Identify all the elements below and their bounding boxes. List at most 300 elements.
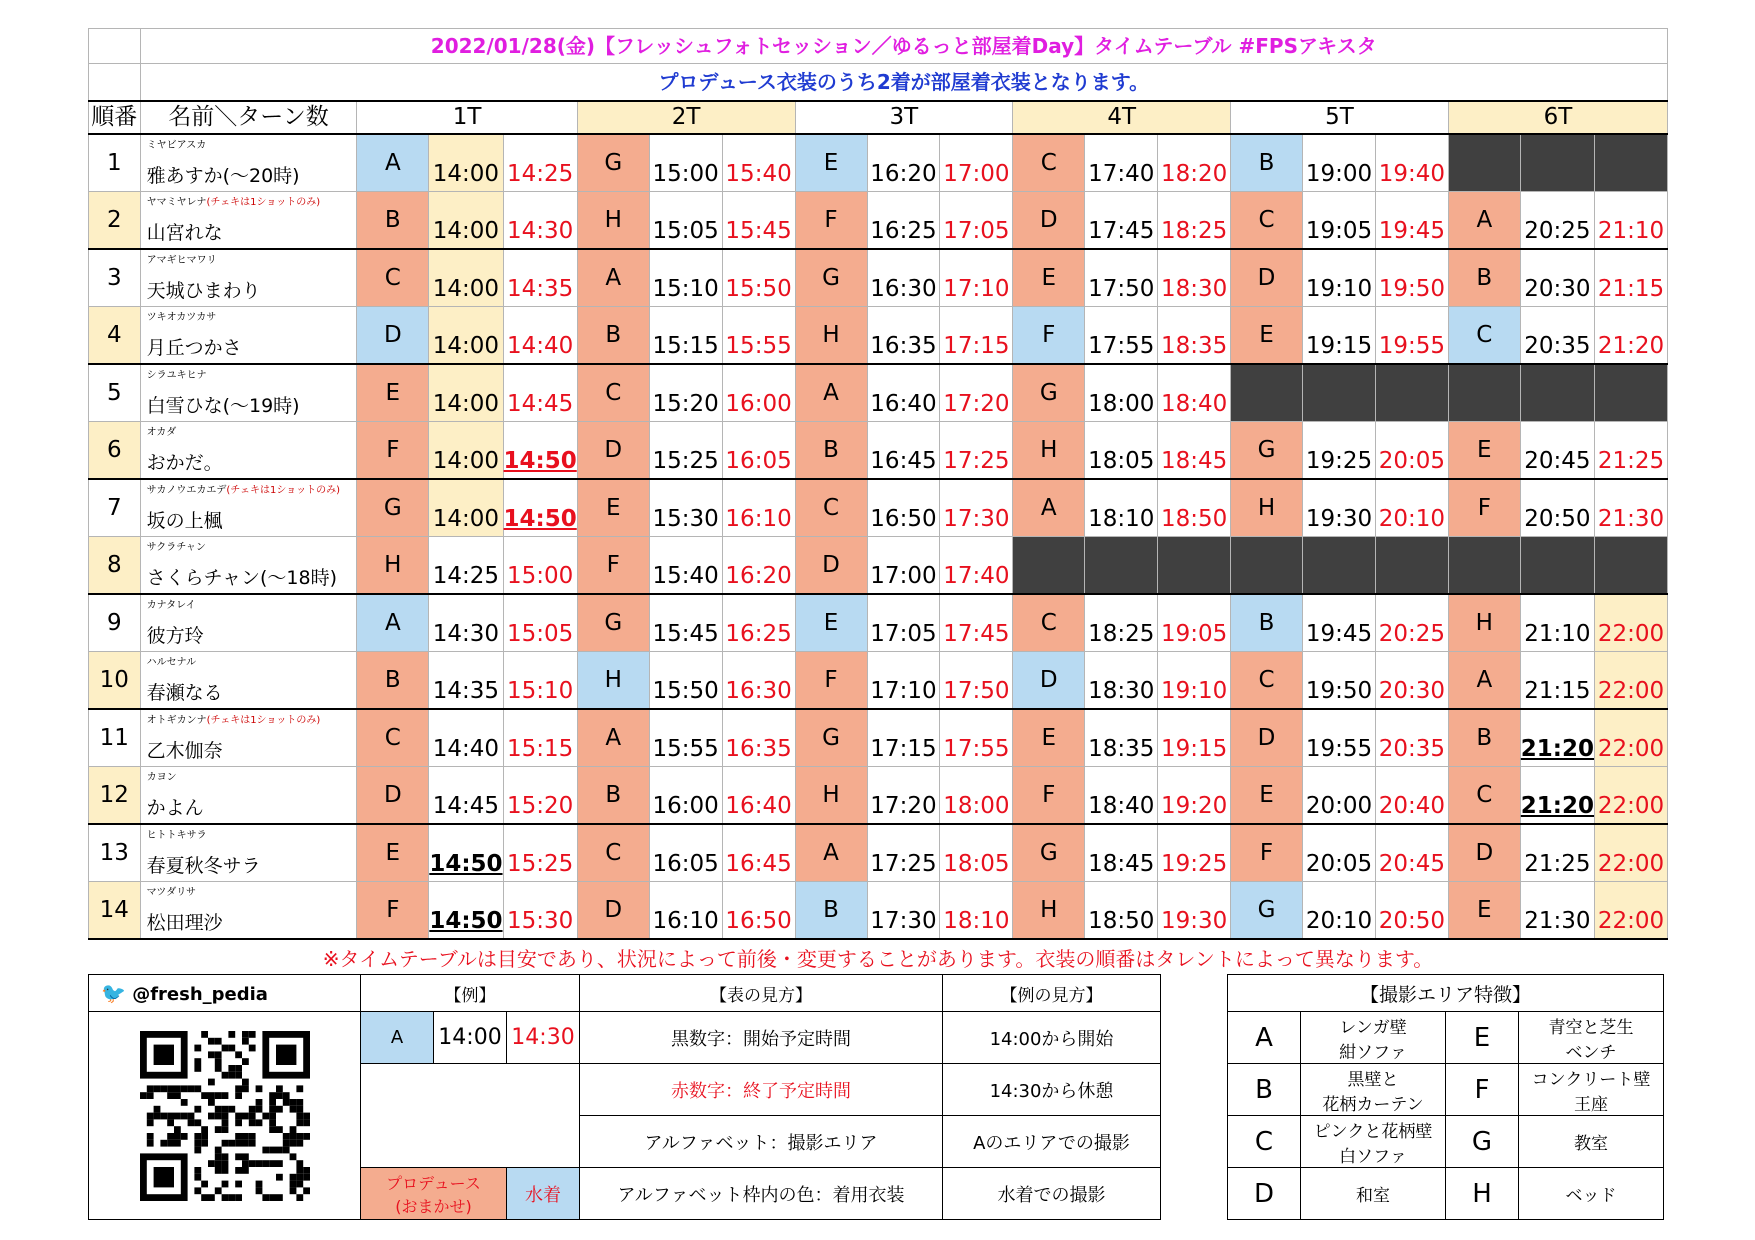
end-time: 18:45 — [1158, 422, 1231, 480]
legend-meaning-header: 【例の見方】 — [943, 975, 1161, 1012]
start-time: 14:30 — [429, 594, 503, 652]
start-time: 20:00 — [1303, 767, 1376, 825]
feature-area-letter: F — [1446, 1064, 1519, 1116]
talent-name-cell — [140, 537, 357, 595]
start-time: 15:50 — [649, 652, 722, 710]
area-letter: H — [795, 767, 867, 825]
end-time: 17:25 — [940, 422, 1013, 480]
end-time: 18:25 — [1158, 192, 1231, 250]
talent-name: 山宮れな — [146, 222, 223, 244]
end-time: 16:45 — [722, 824, 795, 882]
talent-kana: オトギカンナ(チェキは1ショットのみ) — [146, 715, 321, 726]
end-time: 21:10 — [1595, 192, 1668, 250]
unavailable-slot — [1231, 364, 1303, 422]
area-letter: C — [795, 479, 867, 537]
area-letter: B — [1231, 134, 1303, 192]
area-letter: G — [357, 479, 429, 537]
area-letter: F — [577, 537, 649, 595]
area-letter: A — [795, 364, 867, 422]
table-row — [89, 192, 1668, 250]
unavailable-slot — [1085, 537, 1158, 595]
unavailable-slot — [1231, 537, 1303, 595]
end-time: 14:50 — [503, 422, 577, 480]
twitter-handle[interactable]: 🐦 @fresh_pedia — [89, 975, 361, 1012]
table-row — [89, 249, 1668, 307]
header-name: 名前＼ターン数 — [140, 101, 357, 134]
start-time: 15:05 — [649, 192, 722, 250]
feature-area-letter: C — [1228, 1116, 1301, 1168]
start-time: 18:10 — [1085, 479, 1158, 537]
end-time: 21:30 — [1595, 479, 1668, 537]
row-number: 1 — [89, 134, 141, 192]
area-letter: C — [1448, 767, 1520, 825]
area-letter: F — [795, 652, 867, 710]
table-row — [89, 652, 1668, 710]
start-time: 17:55 — [1085, 307, 1158, 365]
twitter-bird-icon: 🐦 — [101, 981, 126, 1005]
start-time: 20:05 — [1303, 824, 1376, 882]
end-time: 16:05 — [722, 422, 795, 480]
row-number: 7 — [89, 479, 141, 537]
start-time: 19:05 — [1303, 192, 1376, 250]
talent-name-cell — [140, 767, 357, 825]
header-turn-2: 2T — [577, 101, 795, 134]
start-time: 19:10 — [1303, 249, 1376, 307]
start-time: 19:30 — [1303, 479, 1376, 537]
end-time: 18:00 — [940, 767, 1013, 825]
start-time: 15:55 — [649, 709, 722, 767]
start-time: 19:15 — [1303, 307, 1376, 365]
table-row — [89, 882, 1668, 940]
talent-name-cell — [140, 249, 357, 307]
area-letter: G — [577, 134, 649, 192]
unavailable-slot — [1375, 537, 1448, 595]
end-time: 19:45 — [1375, 192, 1448, 250]
talent-name: 春夏秋冬サラ — [146, 855, 261, 877]
start-time: 21:30 — [1520, 882, 1594, 940]
end-time: 15:05 — [503, 594, 577, 652]
unavailable-slot — [1448, 364, 1520, 422]
end-time: 16:50 — [722, 882, 795, 940]
area-letter: B — [1231, 594, 1303, 652]
table-row — [89, 479, 1668, 537]
talent-kana: ヤマミヤレナ(チェキは1ショットのみ) — [146, 197, 321, 208]
talent-name-cell — [140, 134, 357, 192]
talent-kana: サクラチャン — [146, 542, 206, 553]
area-letter: E — [1231, 307, 1303, 365]
area-letter: A — [795, 824, 867, 882]
end-time: 14:35 — [503, 249, 577, 307]
talent-name-cell — [140, 192, 357, 250]
end-time: 14:25 — [503, 134, 577, 192]
legend-desc-color: アルファベット枠内の色：着用衣装 — [580, 1168, 943, 1220]
end-time: 20:10 — [1375, 479, 1448, 537]
talent-name-cell — [140, 479, 357, 537]
area-letter: F — [357, 422, 429, 480]
end-time: 17:50 — [940, 652, 1013, 710]
start-time: 17:50 — [1085, 249, 1158, 307]
header-order: 順番 — [89, 101, 141, 134]
start-time: 21:15 — [1520, 652, 1594, 710]
start-time: 18:05 — [1085, 422, 1158, 480]
start-time: 14:40 — [429, 709, 503, 767]
area-letter: F — [1013, 307, 1085, 365]
start-time: 15:15 — [649, 307, 722, 365]
start-time: 18:25 — [1085, 594, 1158, 652]
legend-howto-header: 【表の見方】 — [580, 975, 943, 1012]
unavailable-slot — [1448, 537, 1520, 595]
start-time: 16:25 — [867, 192, 940, 250]
talent-name-cell — [140, 364, 357, 422]
area-letter: C — [577, 824, 649, 882]
start-time: 16:20 — [867, 134, 940, 192]
end-time: 15:00 — [503, 537, 577, 595]
start-time: 16:40 — [867, 364, 940, 422]
start-time: 16:30 — [867, 249, 940, 307]
end-time: 17:00 — [940, 134, 1013, 192]
row-number: 4 — [89, 307, 141, 365]
talent-name: 月丘つかさ — [146, 337, 242, 359]
talent-name: 彼方玲 — [146, 625, 204, 647]
cheki-note: (チェキは1ショットのみ) — [226, 485, 341, 496]
unavailable-slot — [1375, 364, 1448, 422]
area-letter: C — [357, 249, 429, 307]
end-time: 17:05 — [940, 192, 1013, 250]
area-letter: E — [1231, 767, 1303, 825]
end-time: 15:25 — [503, 824, 577, 882]
feature-area-letter: G — [1446, 1116, 1519, 1168]
unavailable-slot — [1520, 134, 1594, 192]
row-number: 3 — [89, 249, 141, 307]
area-letter: H — [1013, 882, 1085, 940]
talent-kana: サカノウエカエデ(チェキは1ショットのみ) — [146, 485, 341, 496]
end-time: 18:35 — [1158, 307, 1231, 365]
area-letter: G — [1231, 422, 1303, 480]
end-time: 16:40 — [722, 767, 795, 825]
end-time: 18:40 — [1158, 364, 1231, 422]
unavailable-slot — [1520, 537, 1594, 595]
end-time: 19:55 — [1375, 307, 1448, 365]
start-time: 15:25 — [649, 422, 722, 480]
start-time: 18:40 — [1085, 767, 1158, 825]
area-letter: A — [357, 134, 429, 192]
area-letter: F — [357, 882, 429, 940]
end-time: 18:20 — [1158, 134, 1231, 192]
legend-area — [88, 974, 1668, 1234]
talent-kana: ハルセナル — [146, 657, 197, 668]
start-time: 20:30 — [1520, 249, 1594, 307]
end-time: 19:40 — [1375, 134, 1448, 192]
area-features-table — [1227, 974, 1664, 1220]
talent-name: さくらチャン(～18時) — [146, 567, 338, 589]
area-letter: D — [795, 537, 867, 595]
start-time: 14:25 — [429, 537, 503, 595]
legend-example-start: 14:00 — [434, 1012, 507, 1064]
feature-area-desc: 和室 — [1301, 1168, 1446, 1220]
end-time: 17:10 — [940, 249, 1013, 307]
area-letter: D — [1448, 824, 1520, 882]
area-letter: D — [357, 307, 429, 365]
end-time: 22:00 — [1595, 767, 1668, 825]
feature-area-desc: レンガ壁 紺ソファ — [1301, 1012, 1446, 1064]
area-letter: H — [1448, 594, 1520, 652]
area-letter: F — [1231, 824, 1303, 882]
feature-area-letter: D — [1228, 1168, 1301, 1220]
row-number: 6 — [89, 422, 141, 480]
timetable-sheet — [88, 28, 1668, 1234]
table-row — [89, 307, 1668, 365]
legend-meaning-color: 水着での撮影 — [943, 1168, 1161, 1220]
qr-code-icon[interactable] — [140, 1031, 310, 1201]
table-row — [89, 364, 1668, 422]
area-letter: B — [795, 882, 867, 940]
start-time: 15:40 — [649, 537, 722, 595]
end-time: 19:10 — [1158, 652, 1231, 710]
row-number: 8 — [89, 537, 141, 595]
start-time: 16:45 — [867, 422, 940, 480]
area-letter: D — [1231, 249, 1303, 307]
area-letter: E — [1013, 709, 1085, 767]
start-time: 19:25 — [1303, 422, 1376, 480]
end-time: 21:25 — [1595, 422, 1668, 480]
area-letter: A — [357, 594, 429, 652]
start-time: 17:45 — [1085, 192, 1158, 250]
feature-row — [1228, 1116, 1664, 1168]
start-time: 16:35 — [867, 307, 940, 365]
talent-kana: アマギヒマワリ — [146, 255, 217, 266]
end-time: 17:15 — [940, 307, 1013, 365]
area-letter: D — [1013, 192, 1085, 250]
start-time: 15:30 — [649, 479, 722, 537]
talent-kana: ツキオカツカサ — [146, 312, 217, 323]
unavailable-slot — [1520, 364, 1594, 422]
end-time: 15:15 — [503, 709, 577, 767]
area-letter: E — [1013, 249, 1085, 307]
end-time: 20:45 — [1375, 824, 1448, 882]
start-time: 19:00 — [1303, 134, 1376, 192]
area-letter: H — [577, 652, 649, 710]
unavailable-slot — [1595, 364, 1668, 422]
area-letter: B — [357, 192, 429, 250]
area-letter: H — [577, 192, 649, 250]
start-time: 17:00 — [867, 537, 940, 595]
start-time: 19:45 — [1303, 594, 1376, 652]
area-letter: E — [795, 594, 867, 652]
start-time: 17:40 — [1085, 134, 1158, 192]
talent-name-cell — [140, 882, 357, 940]
table-row — [89, 422, 1668, 480]
area-letter: D — [577, 422, 649, 480]
end-time: 17:40 — [940, 537, 1013, 595]
end-time: 14:30 — [503, 192, 577, 250]
start-time: 14:45 — [429, 767, 503, 825]
unavailable-slot — [1448, 134, 1520, 192]
start-time: 20:45 — [1520, 422, 1594, 480]
talent-name-cell — [140, 709, 357, 767]
area-letter: C — [1231, 652, 1303, 710]
header-turn-1: 1T — [357, 101, 577, 134]
start-time: 17:10 — [867, 652, 940, 710]
legend-desc-area: アルファベット：撮影エリア — [580, 1116, 943, 1168]
end-time: 15:40 — [722, 134, 795, 192]
end-time: 17:20 — [940, 364, 1013, 422]
end-time: 14:40 — [503, 307, 577, 365]
area-letter: E — [1448, 882, 1520, 940]
feature-area-desc: ピンクと花柄壁 白ソファ — [1301, 1116, 1446, 1168]
start-time: 14:00 — [429, 479, 503, 537]
end-time: 18:10 — [940, 882, 1013, 940]
header-turn-6: 6T — [1448, 101, 1667, 134]
unavailable-slot — [1595, 134, 1668, 192]
end-time: 16:20 — [722, 537, 795, 595]
talent-name: 雅あすか(～20時) — [146, 165, 300, 187]
legend-desc-start: 黒数字：開始予定時間 — [580, 1012, 943, 1064]
feature-area-desc: 教室 — [1519, 1116, 1664, 1168]
start-time: 18:00 — [1085, 364, 1158, 422]
start-time: 16:10 — [649, 882, 722, 940]
table-row — [89, 767, 1668, 825]
unavailable-slot — [1013, 537, 1085, 595]
start-time: 18:30 — [1085, 652, 1158, 710]
start-time: 15:45 — [649, 594, 722, 652]
feature-area-desc: ベッド — [1519, 1168, 1664, 1220]
feature-area-letter: A — [1228, 1012, 1301, 1064]
feature-row — [1228, 1168, 1664, 1220]
area-letter: A — [1448, 652, 1520, 710]
start-time: 16:00 — [649, 767, 722, 825]
end-time: 15:50 — [722, 249, 795, 307]
area-letter: D — [1231, 709, 1303, 767]
legend-meaning-start: 14:00から開始 — [943, 1012, 1161, 1064]
row-number: 10 — [89, 652, 141, 710]
row-number: 12 — [89, 767, 141, 825]
end-time: 17:45 — [940, 594, 1013, 652]
end-time: 15:45 — [722, 192, 795, 250]
table-row — [89, 134, 1668, 192]
unavailable-slot — [1303, 537, 1376, 595]
area-letter: A — [1013, 479, 1085, 537]
end-time: 21:15 — [1595, 249, 1668, 307]
area-letter: H — [795, 307, 867, 365]
qr-code-cell — [89, 1012, 361, 1220]
row-number: 9 — [89, 594, 141, 652]
end-time: 16:10 — [722, 479, 795, 537]
area-letter: A — [1448, 192, 1520, 250]
end-time: 14:45 — [503, 364, 577, 422]
feature-area-letter: E — [1446, 1012, 1519, 1064]
legend-desc-end: 赤数字：終了予定時間 — [580, 1064, 943, 1116]
area-letter: G — [795, 709, 867, 767]
end-time: 20:50 — [1375, 882, 1448, 940]
legend-example-area: A — [361, 1012, 434, 1064]
talent-name-cell — [140, 824, 357, 882]
end-time: 20:30 — [1375, 652, 1448, 710]
area-letter: F — [795, 192, 867, 250]
start-time: 14:00 — [429, 307, 503, 365]
table-row — [89, 537, 1668, 595]
end-time: 16:00 — [722, 364, 795, 422]
start-time: 20:35 — [1520, 307, 1594, 365]
talent-name-cell — [140, 307, 357, 365]
talent-name: 白雪ひな(～19時) — [146, 395, 300, 417]
area-letter: C — [1448, 307, 1520, 365]
talent-name: かよん — [146, 797, 204, 819]
end-time: 18:05 — [940, 824, 1013, 882]
page-title: 2022/01/28(金)【フレッシュフォトセッション／ゆるっと部屋着Day】タイムテーブル #FPSアキスタ — [140, 29, 1667, 64]
end-time: 17:30 — [940, 479, 1013, 537]
start-time: 21:20 — [1520, 767, 1594, 825]
area-letter: G — [1231, 882, 1303, 940]
area-letter: G — [1013, 364, 1085, 422]
area-letter: H — [1231, 479, 1303, 537]
end-time: 15:10 — [503, 652, 577, 710]
start-time: 16:05 — [649, 824, 722, 882]
start-time: 19:55 — [1303, 709, 1376, 767]
end-time: 18:30 — [1158, 249, 1231, 307]
end-time: 16:35 — [722, 709, 795, 767]
start-time: 14:00 — [429, 192, 503, 250]
feature-row — [1228, 1064, 1664, 1116]
talent-name: おかだ。 — [146, 452, 223, 474]
end-time: 20:35 — [1375, 709, 1448, 767]
header-turn-3: 3T — [795, 101, 1013, 134]
start-time: 17:30 — [867, 882, 940, 940]
area-letter: E — [795, 134, 867, 192]
start-time: 18:50 — [1085, 882, 1158, 940]
talent-kana: マツダリサ — [146, 887, 196, 898]
area-letter: D — [357, 767, 429, 825]
talent-kana: カナタレイ — [146, 600, 196, 611]
unavailable-slot — [1595, 537, 1668, 595]
unavailable-slot — [1303, 364, 1376, 422]
end-time: 22:00 — [1595, 652, 1668, 710]
header-turn-4: 4T — [1013, 101, 1231, 134]
feature-area-letter: B — [1228, 1064, 1301, 1116]
cheki-note: (チェキは1ショットのみ) — [206, 715, 321, 726]
end-time: 19:15 — [1158, 709, 1231, 767]
legend-produce-swatch: プロデュース (おまかせ) — [361, 1168, 507, 1220]
legend-meaning-end: 14:30から休憩 — [943, 1064, 1161, 1116]
talent-kana: シラユキヒナ — [146, 370, 207, 381]
start-time: 18:35 — [1085, 709, 1158, 767]
talent-name: 天城ひまわり — [146, 280, 261, 302]
talent-name: 松田理沙 — [146, 912, 223, 934]
end-time: 22:00 — [1595, 882, 1668, 940]
start-time: 14:50 — [429, 882, 503, 940]
talent-kana: ヒトトキサラ — [146, 830, 207, 841]
start-time: 18:45 — [1085, 824, 1158, 882]
area-letter: E — [357, 364, 429, 422]
talent-name: 坂の上楓 — [146, 510, 223, 532]
start-time: 20:10 — [1303, 882, 1376, 940]
area-letter: C — [1013, 134, 1085, 192]
talent-kana: カヨン — [146, 772, 177, 783]
end-time: 21:20 — [1595, 307, 1668, 365]
start-time: 21:25 — [1520, 824, 1594, 882]
start-time: 19:50 — [1303, 652, 1376, 710]
area-letter: C — [357, 709, 429, 767]
area-letter: E — [1448, 422, 1520, 480]
legend-example-end: 14:30 — [507, 1012, 580, 1064]
end-time: 20:25 — [1375, 594, 1448, 652]
area-letter: G — [795, 249, 867, 307]
features-header: 【撮影エリア特徴】 — [1228, 975, 1664, 1012]
row-number: 5 — [89, 364, 141, 422]
talent-name: 乙木伽奈 — [146, 740, 223, 762]
page-subtitle: プロデュース衣装のうち2着が部屋着衣装となります。 — [140, 64, 1667, 102]
end-time: 19:30 — [1158, 882, 1231, 940]
table-row — [89, 709, 1668, 767]
